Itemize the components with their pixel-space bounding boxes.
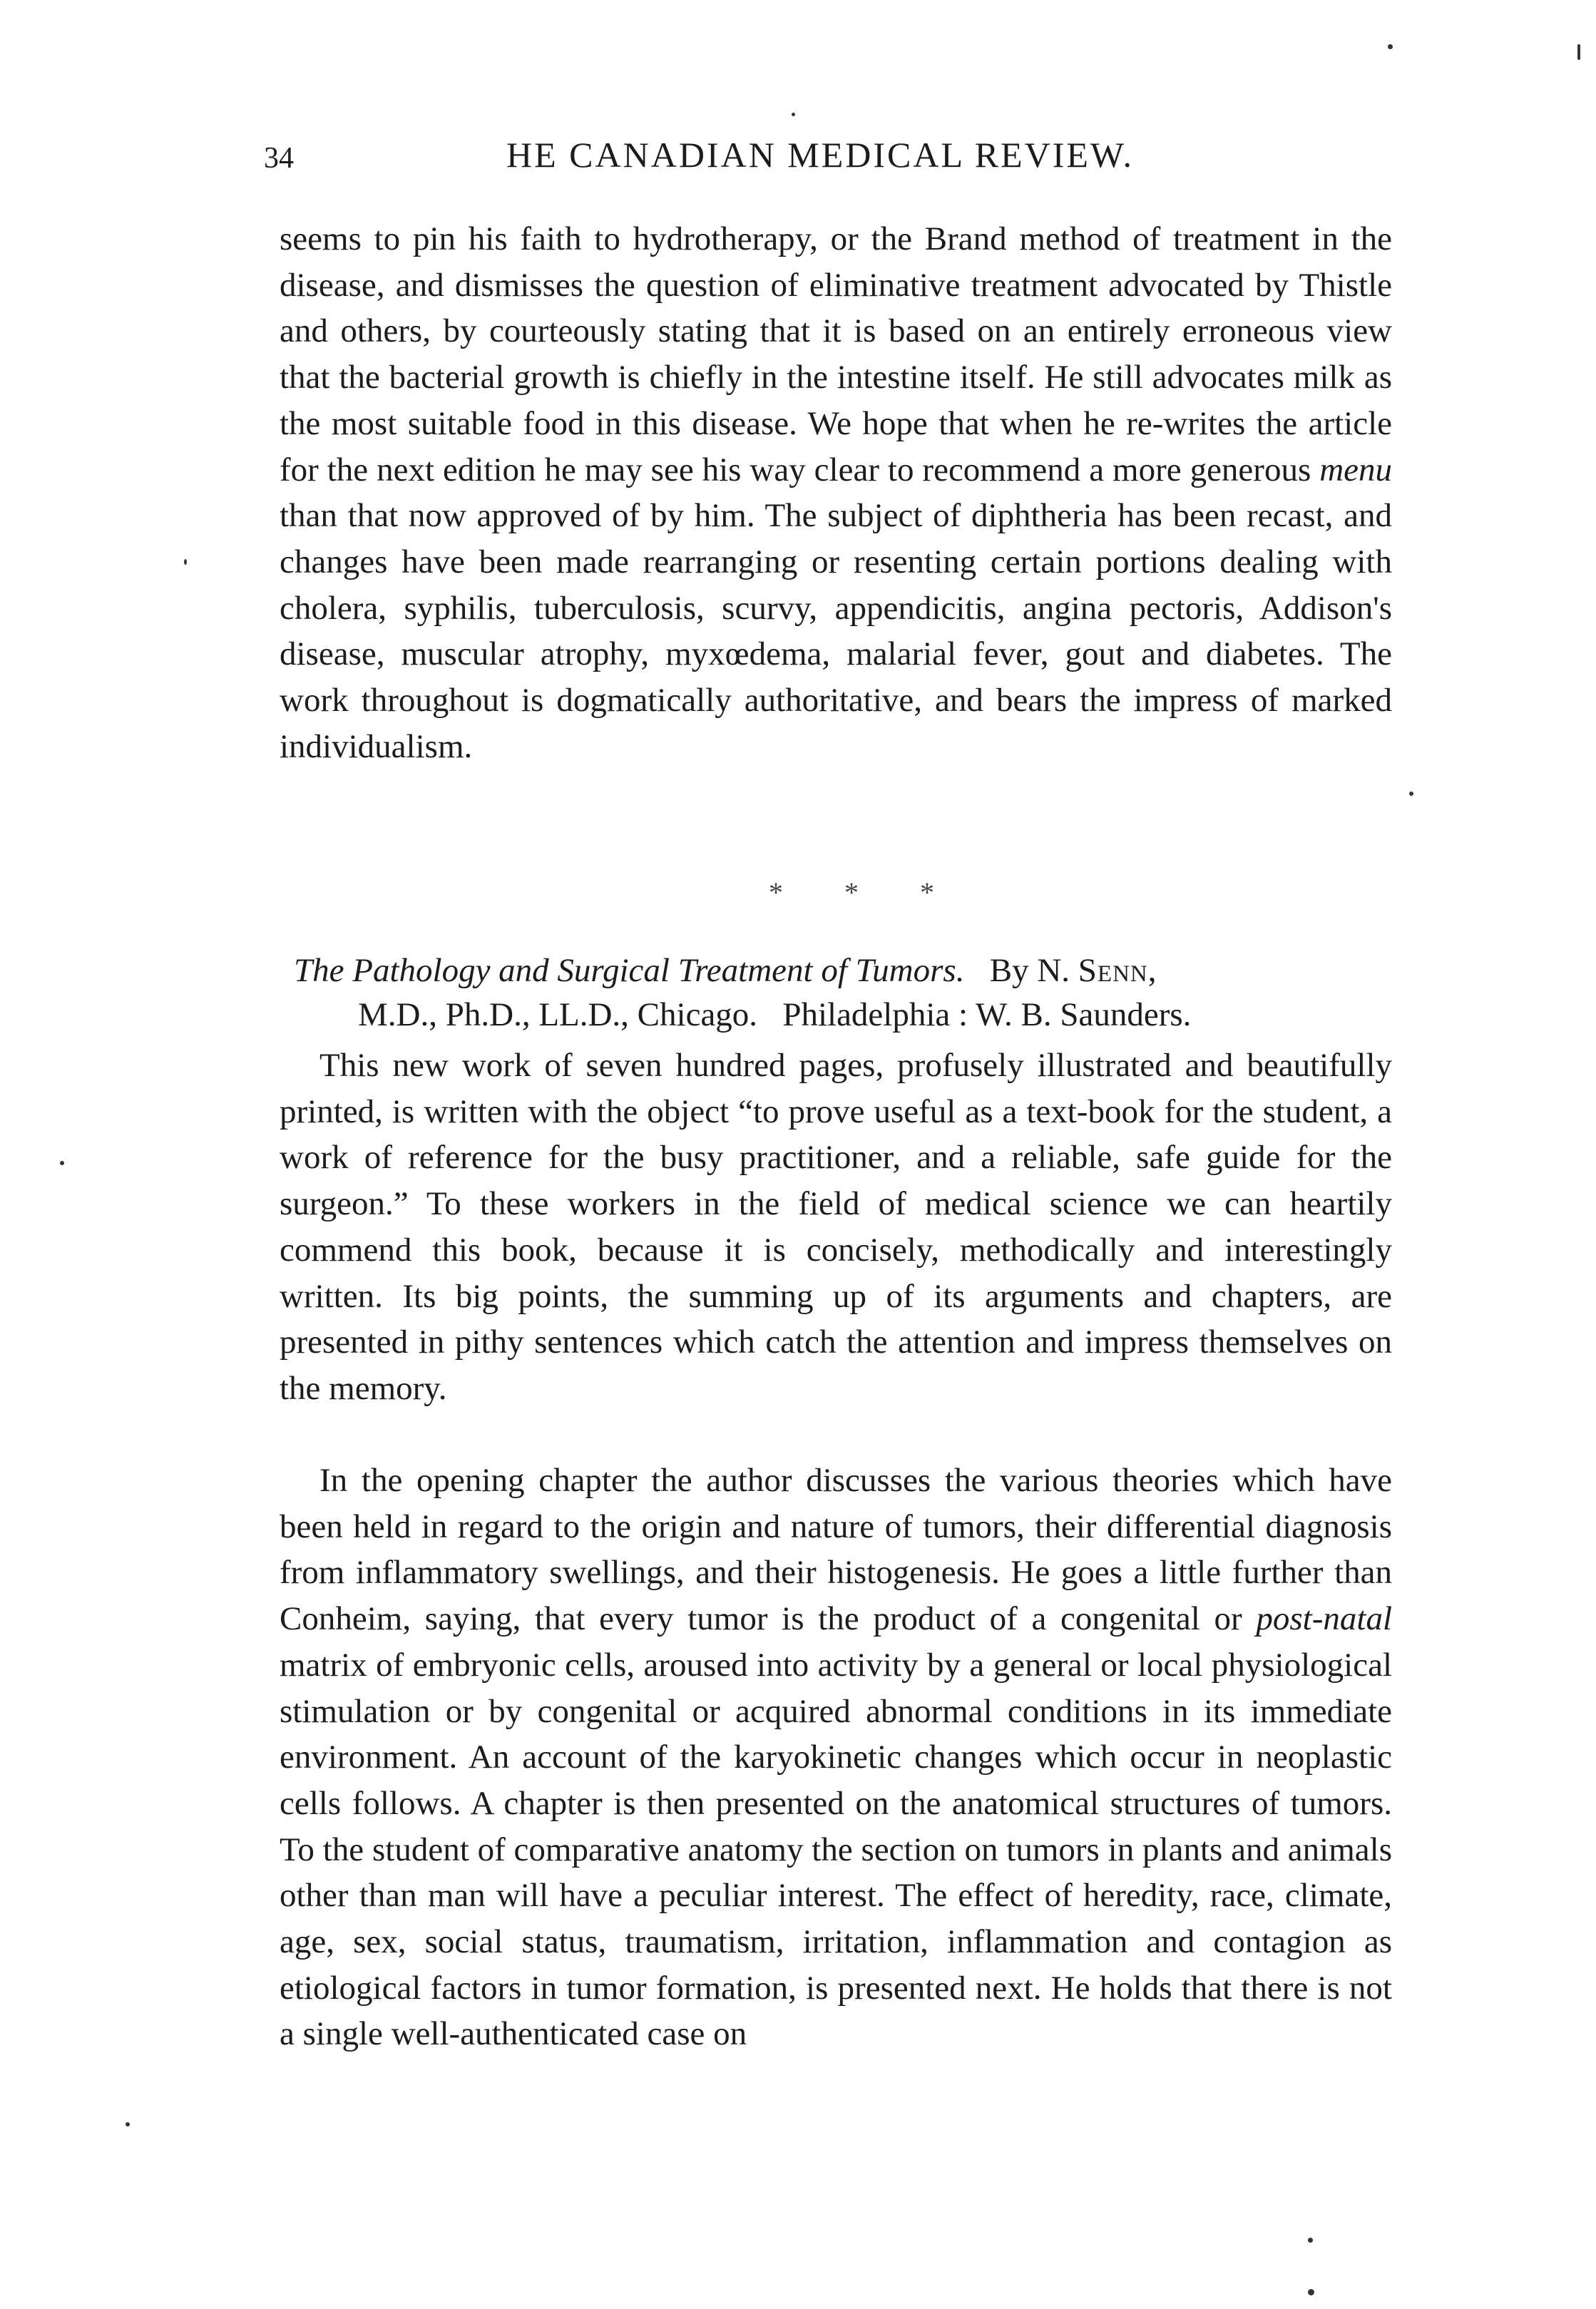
scan-speck bbox=[184, 559, 187, 565]
running-title: HE CANADIAN MEDICAL REVIEW. bbox=[506, 135, 1134, 175]
review-by: By N. bbox=[989, 952, 1070, 989]
section-separator: * * * bbox=[769, 876, 961, 908]
paragraph-1-italic: menu bbox=[1319, 451, 1392, 488]
paragraph-1-rest: than that now approved of by him. The subject of diphtheria has been recast, and changes have been made rearranging or resenting certain portions dealing with cholera, syphilis, tuberculosis, scurvy, appendicitis, angina pectoris, Addison's disease, muscular atrophy, myxœdema, malarial fever, gout and diabetes. The work throughout is dogmatically authoritative, and bears the impress of marked individualism. bbox=[280, 497, 1392, 765]
scan-speck bbox=[1577, 44, 1580, 60]
review-publisher: Philadelphia : W. B. Saunders. bbox=[782, 996, 1192, 1033]
paragraph-2: This new work of seven hundred pages, profusely illustrated and beautifully printed, is written with the object “to prove useful as a text-book for the student, a work of reference for the busy practitioner, and a reliable, safe guide for the surgeon.” To these workers in the field of medical science we can heartily commend this book, because it is concisely, methodically and interestingly written. Its big points, the summing up of its arguments and chapters, are presented in pithy sentences which catch the attention and impress themselves on the memory. bbox=[280, 1047, 1392, 1407]
review-citation-line-2 bbox=[294, 993, 1385, 1037]
scan-speck bbox=[60, 1161, 64, 1165]
scan-speck bbox=[1308, 2289, 1314, 2295]
paragraph-1 bbox=[280, 216, 1392, 769]
review-credentials: M.D., Ph.D., LL.D., Chicago. bbox=[358, 996, 758, 1033]
scan-speck bbox=[126, 2122, 130, 2126]
scan-speck bbox=[792, 113, 795, 116]
paragraph-3-rest: matrix of embryonic cells, aroused into activity by a general or local physiological stimulation or by congenital or acquired abnormal conditions in its immediate environment. An account of the karyokinetic changes which occur in neoplastic cells follows. A chapter is then presented on the anatomical structures of tumors. To the student of comparative anatomy the section on tumors in plants and animals other than man will have a peculiar interest. The effect of heredity, race, climate, age, sex, social status, traumatism, irritation, inflammation and contagion as etiological factors in tumor formation, is presented next. He holds that there is not a single well-authenticated case on bbox=[280, 1646, 1392, 2053]
scan-speck bbox=[1409, 792, 1413, 796]
review-citation bbox=[294, 948, 1385, 1037]
scan-speck bbox=[1308, 2238, 1313, 2243]
review-author: Senn, bbox=[1078, 952, 1157, 989]
page-header bbox=[264, 134, 1398, 184]
review-title: The Pathology and Surgical Treatment of Tumors. bbox=[294, 952, 965, 989]
paragraph-3 bbox=[280, 1458, 1392, 2057]
scan-speck bbox=[1388, 44, 1393, 49]
paragraph-3-italic: post-natal bbox=[1256, 1600, 1393, 1638]
paragraph-3-text: In the opening chapter the author discusses the various theories which have been held in regard to the origin and nature of tumors, their differential diagnosis from inflammatory swellings, and their histogenesis. He goes a little further than Conheim, saying, that every tumor is the product of a congenital or bbox=[280, 1462, 1392, 1638]
paragraph-1-text: seems to pin his faith to hydrotherapy, or the Brand method of treatment in the disease, and dismisses the question of eliminative treatment advocated by Thistle and others, by courteously stating that it is based on an entirely erroneous view that the bacterial growth is chiefly in the intestine itself. He still advocates milk as the most suitable food in this disease. We hope that when he re-writes the article for the next edition he may see his way clear to recommend a more generous bbox=[280, 220, 1392, 488]
page-number: 34 bbox=[264, 142, 294, 175]
